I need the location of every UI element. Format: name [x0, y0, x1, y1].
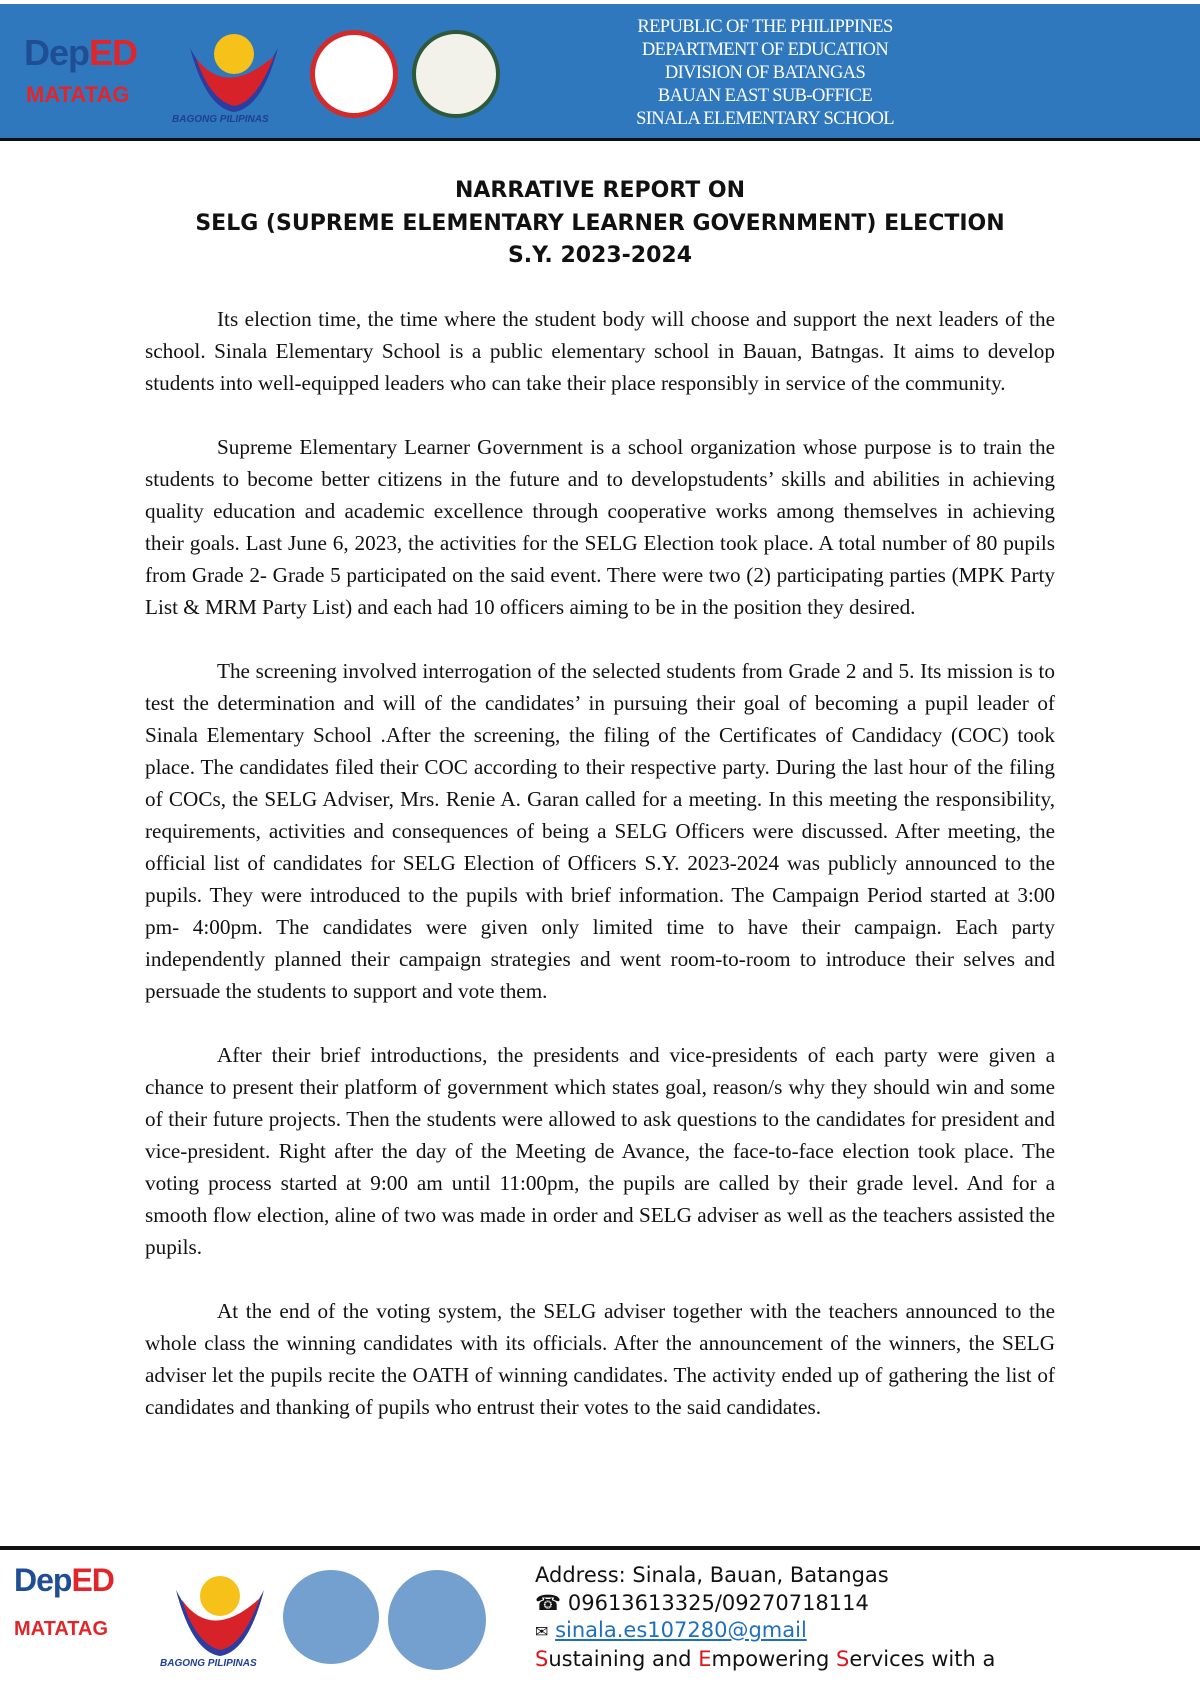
phone-number: 09613613325/09270718114	[567, 1590, 869, 1615]
paragraph: At the end of the voting system, the SELG adviser together with the teachers announced to the whole class the winning candidates with its officials. After the announcement of the winners, the SELG adviser let the pupils recite the OATH of winning candidates. The activity ended up of gathering the list of candidates and thanking of pupils who entrust their votes to the said candidates.	[145, 1299, 1055, 1419]
paragraph: The screening involved interrogation of the selected students from Grade 2 and 5. Its mission is to test the determination and will of the candidates’ in pursuing their goal of becoming a pupil leader of Sinala Elementary School .After the screening, the filing of the Certificates of Candidacy (COC) took place. The candidates filed their COC according to their respective party. During the last hour of the filing of COCs, the SELG Adviser, Mrs. Renie A. Garan called for a meeting. In this meeting the responsibility, requirements, activities and consequences of being a SELG Officers were discussed. After meeting, the official list of candidates for SELG Election of Officers S.Y. 2023-2024 was publicly announced to the pupils. They were introduced to the pupils with brief information. The Campaign Period started at 3:00 pm- 4:00pm. The candidates were given only limited time to have their campaign. Each party independently planned their campaign strategies and went room-to-room to introduce their selves and persuade the students to support and vote them.	[145, 659, 1055, 1003]
title-line: S.Y. 2023-2024	[507, 243, 693, 268]
tagline-initial: S	[535, 1646, 549, 1671]
envelope-icon: ✉	[535, 1622, 549, 1641]
phone-line	[535, 1590, 995, 1618]
address: Address: Sinala, Bauan, Batangas	[535, 1563, 889, 1587]
letterhead-line: SINALA ELEMENTARY SCHOOL	[636, 109, 894, 129]
letterhead-line: DIVISION OF BATANGAS	[664, 63, 866, 83]
phone-icon: ☎	[535, 1590, 562, 1615]
tagline-text: ustaining and	[548, 1646, 699, 1671]
footer-deped-logo: DepED	[14, 1562, 114, 1598]
deped-logo: DepED	[24, 32, 138, 73]
paragraph: Supreme Elementary Learner Government is a school organization whose purpose is to train the students to become better citizens in the future and to developstudents’ skills and abilities in achieving quality education and academic excellence through cooperative works among themselves in achieving their goals. Last June 6, 2023, the activities for the SELG Election took place. A total number of 80 pupils from Grade 2- Grade 5 participated on the said event. There were two (2) participating parties (MPK Party List & MRM Party List) and each had 10 officers aiming to be in the position they desired.	[145, 435, 1055, 619]
title-line: SELG (SUPREME ELEMENTARY LEARNER GOVERNMENT) ELECTION	[195, 210, 1005, 236]
letterhead-line: BAUAN EAST SUB-OFFICE	[657, 86, 873, 106]
footer-bagong-pilipinas-logo	[172, 1562, 268, 1658]
letterhead-line: DEPARTMENT OF EDUCATION	[641, 40, 889, 60]
report-title	[0, 175, 1200, 273]
footer-seal-placeholder	[388, 1570, 486, 1670]
footer-divider	[0, 1546, 1200, 1550]
footer-seal-placeholder	[283, 1570, 379, 1664]
bagong-pilipinas-logo	[186, 18, 282, 112]
tagline-initial: S	[835, 1646, 850, 1671]
bagong-pilipinas-label: BAGONG PILIPINAS	[172, 114, 269, 125]
contact-info	[535, 1562, 995, 1673]
tagline-initial: E	[698, 1646, 712, 1671]
division-seal	[310, 30, 398, 118]
letterhead-line: REPUBLIC OF THE PHILIPPINES	[637, 17, 893, 37]
email-link[interactable]: sinala.es107280@gmail	[555, 1618, 807, 1642]
school-seal	[412, 30, 500, 118]
letterhead-text	[560, 16, 970, 131]
paragraph: After their brief introductions, the presidents and vice-presidents of each party were given a chance to present their platform of government which states goal, reason/s why they should win and some of their future projects. Then the students were allowed to ask questions to the candidates for president and vice-president. Right after the day of the Meeting de Avance, the face-to-face election took place. The voting process started at 9:00 am until 11:00pm, the pupils are called by their grade level. And for a smooth flow election, aline of two was made in order and SELG adviser as well as the teachers assisted the pupils.	[145, 1043, 1055, 1259]
paragraph: Its election time, the time where the student body will choose and support the next leaders of the school. Sinala Elementary School is a public elementary school in Bauan, Batngas. It aims to develop students into well-equipped leaders who can take their place responsibly in service of the community.	[145, 307, 1055, 395]
tagline	[535, 1646, 995, 1674]
report-body	[145, 303, 1055, 1455]
tagline-text: mpowering	[711, 1646, 836, 1671]
footer-matatag-logo: MATATAG	[14, 1618, 109, 1640]
title-line: NARRATIVE REPORT ON	[454, 178, 746, 203]
letterhead-banner	[0, 4, 1200, 141]
matatag-logo: MATATAG	[26, 82, 130, 107]
tagline-text: ervices with a	[849, 1646, 996, 1671]
email-line	[535, 1617, 995, 1646]
footer-bagong-pilipinas-label: BAGONG PILIPINAS	[160, 1658, 257, 1669]
